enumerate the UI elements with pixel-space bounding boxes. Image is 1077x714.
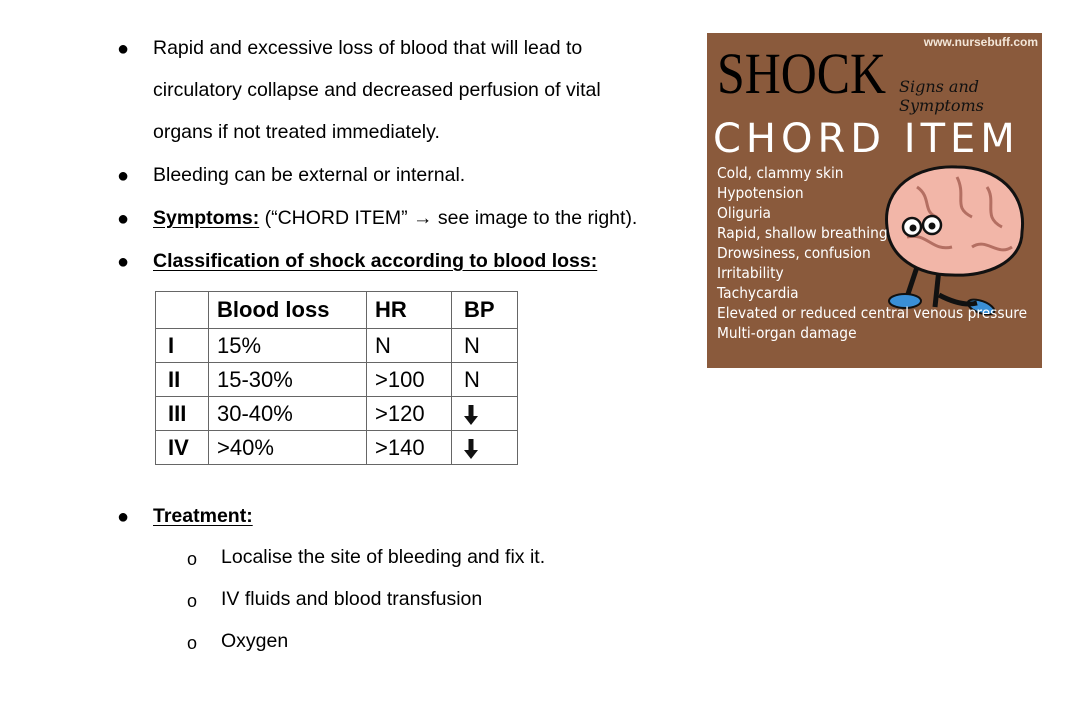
- table-cell: >120: [367, 397, 452, 431]
- table-cell: III: [156, 397, 209, 431]
- down-arrow-icon: [464, 404, 478, 426]
- bullet-marker: ●: [117, 208, 130, 230]
- poster-symptom: Multi-organ damage: [717, 324, 857, 342]
- table-row: [156, 363, 518, 397]
- poster-symptom: Tachycardia: [717, 284, 799, 302]
- table-cell: N: [367, 329, 452, 363]
- poster-symptom: Hypotension: [717, 184, 804, 202]
- down-arrow-icon: [464, 438, 478, 460]
- poster-subtitle: Signs and Symptoms: [899, 77, 984, 115]
- table-cell: N: [452, 363, 518, 397]
- table-cell: II: [156, 363, 209, 397]
- bullet-text-line: Bleeding can be external or internal.: [153, 164, 466, 186]
- table-cell: N: [452, 329, 518, 363]
- table-cell: 15-30%: [209, 363, 367, 397]
- bullet-text-line: circulatory collapse and decreased perfusion of vital: [153, 79, 601, 101]
- table-row: [156, 329, 518, 363]
- treatment-item: Localise the site of bleeding and fix it.: [221, 546, 546, 568]
- shock-poster-image: [707, 33, 1042, 368]
- sub-bullet-marker: o: [187, 633, 198, 653]
- table-header-row: [156, 292, 518, 329]
- table-header-cell: HR: [367, 292, 452, 329]
- bullet-text-line: organs if not treated immediately.: [153, 121, 440, 143]
- poster-symptom: Oliguria: [717, 204, 772, 222]
- table-row: [156, 397, 518, 431]
- treatment-item: IV fluids and blood transfusion: [221, 588, 483, 610]
- bullet-marker: ●: [117, 165, 130, 187]
- sub-bullet-marker: o: [187, 591, 198, 611]
- symptoms-label: Symptoms:: [153, 207, 260, 229]
- table-header-cell: [156, 292, 209, 329]
- poster-symptom-list: [717, 163, 1042, 343]
- poster-symptom: Rapid, shallow breathing: [717, 224, 888, 242]
- table-cell: 30-40%: [209, 397, 367, 431]
- bullet-marker: ●: [117, 506, 130, 528]
- table-header-cell: Blood loss: [209, 292, 367, 329]
- table-cell: [452, 397, 518, 431]
- bullet-text-line: Rapid and excessive loss of blood that will lead to: [153, 37, 583, 59]
- table-header-cell: BP: [452, 292, 518, 329]
- poster-symptom: Elevated or reduced central venous pressure: [717, 304, 1028, 322]
- poster-title: SHOCK: [717, 41, 887, 106]
- symptoms-text: (“CHORD ITEM” → see image to the right).: [259, 207, 638, 229]
- table-cell: I: [156, 329, 209, 363]
- table-cell: >100: [367, 363, 452, 397]
- sub-bullet-marker: o: [187, 549, 198, 569]
- poster-url: www.nursebuff.com: [923, 35, 1038, 49]
- treatment-item: Oxygen: [221, 630, 289, 652]
- poster-mnemonic: CHORD ITEM: [713, 116, 1020, 162]
- table-cell: >40%: [209, 431, 367, 465]
- poster-symptom: Irritability: [717, 264, 784, 282]
- poster-symptom: Cold, clammy skin: [717, 164, 844, 182]
- table-cell: >140: [367, 431, 452, 465]
- treatment-label: Treatment:: [153, 505, 253, 527]
- classification-table: [155, 291, 518, 465]
- table-row: [156, 431, 518, 465]
- table-cell: [452, 431, 518, 465]
- table-cell: 15%: [209, 329, 367, 363]
- poster-symptom: Drowsiness, confusion: [717, 244, 871, 262]
- table-cell: IV: [156, 431, 209, 465]
- classification-label: Classification of shock according to blood loss:: [153, 250, 598, 272]
- symptoms-line: [153, 207, 637, 229]
- bullet-marker: ●: [117, 251, 130, 273]
- bullet-marker: ●: [117, 38, 130, 60]
